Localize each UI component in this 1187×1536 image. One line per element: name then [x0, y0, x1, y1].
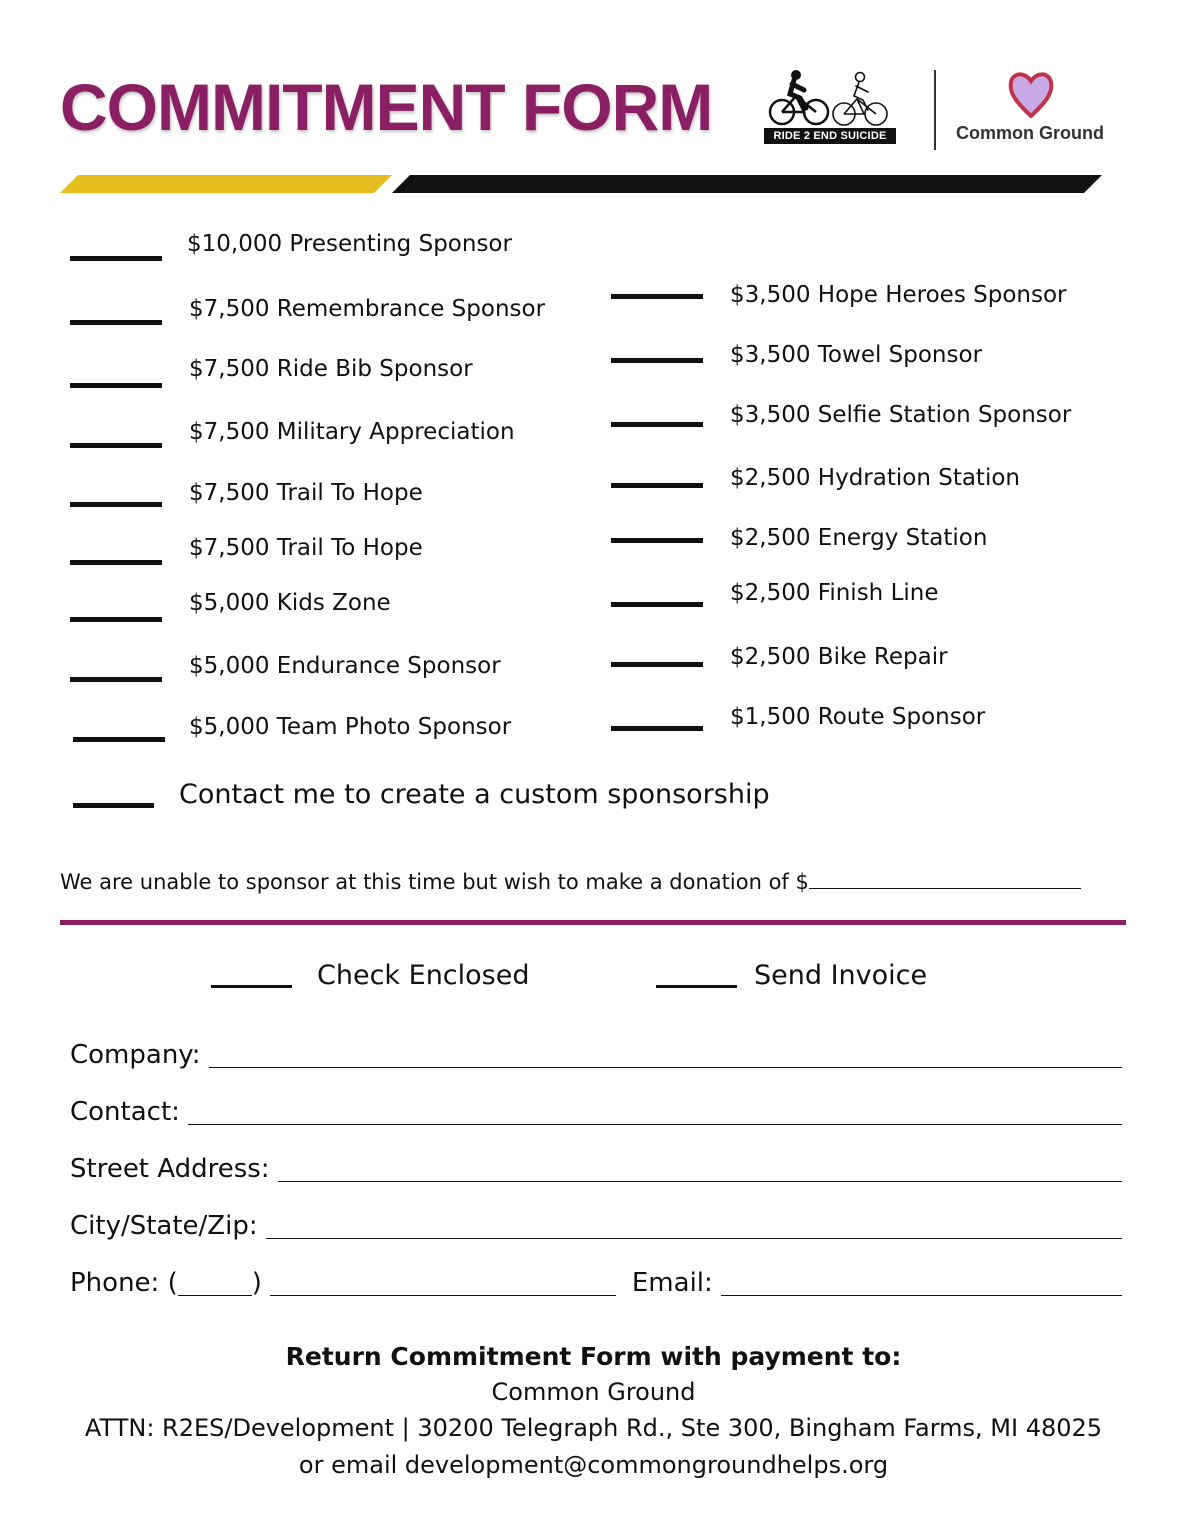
sponsorship-blank[interactable]: [70, 256, 162, 261]
sponsorship-label: $10,000 Presenting Sponsor: [187, 231, 512, 257]
send-invoice-label: Send Invoice: [754, 960, 928, 991]
gold-stripe: [60, 175, 392, 193]
street-address-label: Street Address:: [70, 1154, 270, 1184]
common-ground-name: Common Ground: [956, 123, 1104, 143]
sponsorship-label: $3,500 Towel Sponsor: [730, 342, 983, 368]
sponsorship-blank[interactable]: [611, 726, 703, 731]
check-enclosed-label: Check Enclosed: [317, 960, 530, 991]
contact-row: [70, 1099, 1122, 1125]
email-field[interactable]: [721, 1271, 1122, 1296]
company-field[interactable]: [209, 1043, 1122, 1068]
sponsorship-label: $2,500 Hydration Station: [730, 465, 1020, 491]
sponsorship-blank[interactable]: [70, 383, 162, 388]
city-state-zip-field[interactable]: [266, 1214, 1122, 1239]
sponsorship-blank[interactable]: [70, 502, 162, 507]
sponsorship-label: $7,500 Trail To Hope: [189, 535, 423, 561]
sponsorship-blank[interactable]: [70, 677, 162, 682]
sponsorship-blank[interactable]: [611, 294, 703, 299]
phone-number-field[interactable]: [270, 1271, 616, 1296]
sponsorship-label: $5,000 Kids Zone: [189, 590, 391, 616]
sponsorship-label: $2,500 Energy Station: [730, 525, 988, 551]
logo-divider: [934, 70, 936, 150]
sponsorship-label: $3,500 Hope Heroes Sponsor: [730, 282, 1067, 308]
email-label: Email:: [631, 1268, 713, 1298]
sponsorship-label: $3,500 Selfie Station Sponsor: [730, 402, 1072, 428]
cyclists-icon: [760, 68, 900, 128]
ride-2-end-suicide-badge: RIDE 2 END SUICIDE: [764, 128, 896, 144]
sponsorship-blank[interactable]: [611, 483, 703, 488]
phone-label: Phone: (: [70, 1268, 178, 1298]
sponsorship-blank[interactable]: [70, 320, 162, 325]
sponsorship-blank[interactable]: [70, 443, 162, 448]
sponsorship-blank[interactable]: [611, 602, 703, 607]
street-address-row: [70, 1156, 1122, 1182]
sponsorship-label: $7,500 Ride Bib Sponsor: [189, 356, 473, 382]
company-label: Company:: [70, 1040, 201, 1070]
black-stripe: [392, 175, 1102, 193]
donation-amount-field[interactable]: [809, 868, 1081, 889]
return-title: Return Commitment Form with payment to:: [285, 1342, 902, 1371]
ride-2-end-suicide-logo: [760, 68, 900, 148]
sponsorship-label: $7,500 Remembrance Sponsor: [189, 296, 546, 322]
return-organization: Common Ground: [491, 1378, 696, 1406]
sponsorship-label: $7,500 Trail To Hope: [189, 480, 423, 506]
page-title: COMMITMENT FORM: [60, 70, 713, 144]
contact-label: Contact:: [70, 1097, 180, 1127]
sponsorship-blank[interactable]: [73, 737, 165, 742]
phone-email-row: [70, 1270, 1122, 1296]
sponsorship-blank[interactable]: [611, 358, 703, 363]
phone-paren-close: ): [251, 1268, 262, 1298]
check-enclosed-blank[interactable]: [211, 985, 292, 988]
sponsorship-blank[interactable]: [611, 662, 703, 667]
sponsorship-label: $2,500 Bike Repair: [730, 644, 948, 670]
sponsorship-label: $5,000 Endurance Sponsor: [189, 653, 501, 679]
send-invoice-blank[interactable]: [656, 985, 737, 988]
city-state-zip-label: City/State/Zip:: [70, 1211, 258, 1241]
custom-sponsorship-blank[interactable]: [73, 803, 154, 808]
contact-field[interactable]: [188, 1100, 1122, 1125]
sponsorship-label: $5,000 Team Photo Sponsor: [189, 714, 512, 740]
section-divider: [60, 920, 1126, 925]
custom-sponsorship-label: Contact me to create a custom sponsorship: [179, 779, 770, 810]
sponsorship-label: $1,500 Route Sponsor: [730, 704, 986, 730]
donation-text: We are unable to sponsor at this time but wish to make a donation of $: [60, 870, 809, 894]
street-address-field[interactable]: [278, 1157, 1122, 1182]
city-state-zip-row: [70, 1213, 1122, 1239]
sponsorship-blank[interactable]: [611, 422, 703, 427]
donation-line: [60, 868, 1130, 895]
phone-area-code-field[interactable]: [178, 1271, 252, 1296]
company-row: [70, 1042, 1122, 1068]
return-email: or email development@commongroundhelps.org: [298, 1451, 889, 1479]
common-ground-logo: [950, 66, 1110, 156]
return-address: ATTN: R2ES/Development | 30200 Telegraph Rd., Ste 300, Bingham Farms, MI 48025: [84, 1414, 1103, 1442]
sponsorship-label: $2,500 Finish Line: [730, 580, 939, 606]
sponsorship-blank[interactable]: [70, 617, 162, 622]
sponsorship-blank[interactable]: [70, 560, 162, 565]
sponsorship-blank[interactable]: [611, 538, 703, 543]
sponsorship-label: $7,500 Military Appreciation: [189, 419, 515, 445]
heart-icon: [1006, 68, 1056, 120]
